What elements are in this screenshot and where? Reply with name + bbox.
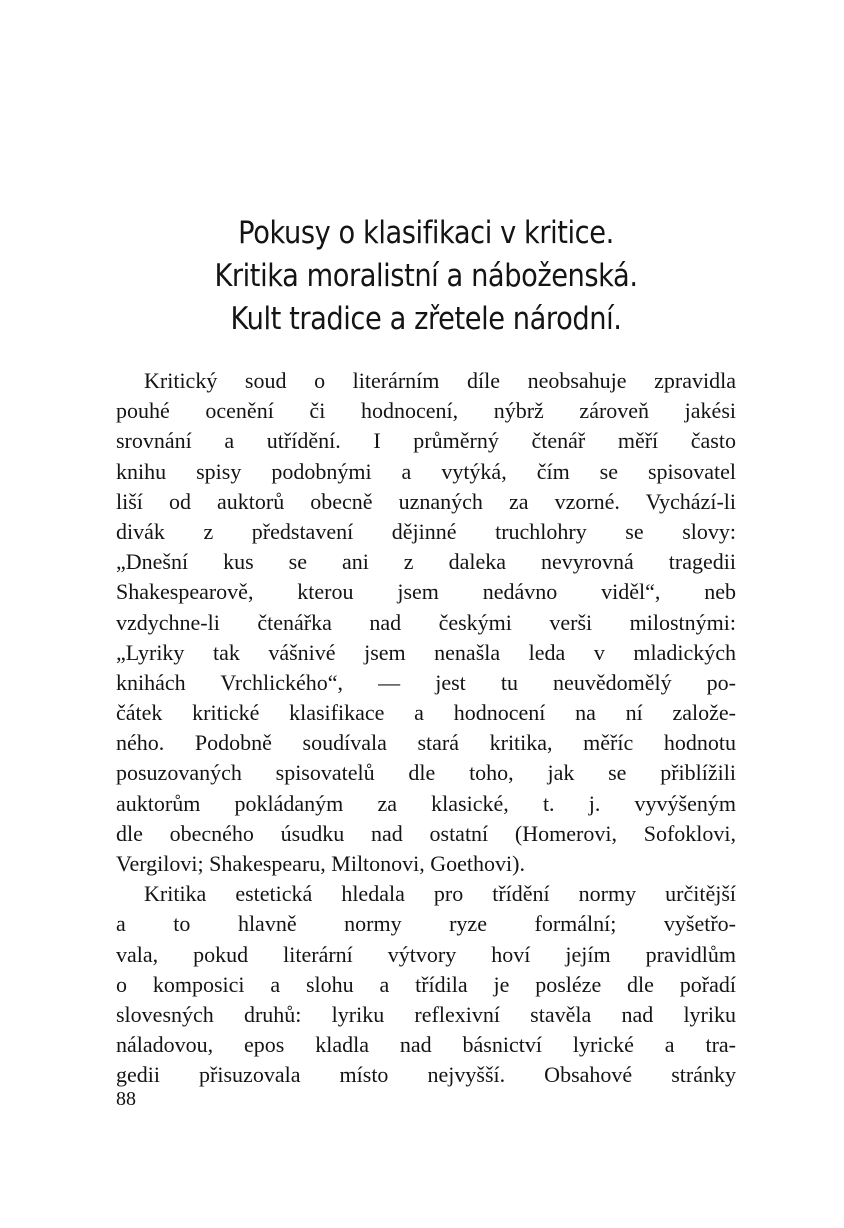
text-line: knihách Vrchlického“, — jest tu neuvědomělý po-: [116, 669, 736, 695]
text-line: Kritický soud o literárním díle neobsahuje zpravidla: [144, 368, 736, 393]
text-line-spaced-emphasis: a to hlavně normy ryze formální; vyšetřo-: [116, 911, 736, 937]
text-line: pouhé ocenění či hodnocení, nýbrž zároveň jakési: [116, 398, 736, 424]
text-line: gedii přisuzovala místo nejvyšší. Obsahové stránky: [116, 1062, 736, 1088]
text-line: vzdychne-li čtenářka nad českými verši milostnými:: [116, 609, 736, 635]
text-line: „Lyriky tak vášnivé jsem nenašla leda v mladických: [116, 639, 736, 665]
text-line: vala, pokud literární výtvory hoví jejím pravidlům: [116, 941, 736, 967]
chapter-heading: [153, 212, 699, 341]
text-line: dle obecného úsudku nad ostatní (Homerovi, Sofoklovi,: [116, 820, 736, 846]
text-line: náladovou, epos kladla nad básnictví lyrické a tra-: [116, 1032, 736, 1058]
text-line: Shakespearově, kterou jsem nedávno viděl“, neb: [116, 579, 736, 605]
text-line: posuzovaných spisovatelů dle toho, jak se přiblížili: [116, 760, 736, 786]
text-line: Kritika estetická hledala pro třídění normy určitější: [144, 881, 736, 907]
text-line: Vergilovi; Shakespearu, Miltonovi, Goethovi).: [116, 851, 525, 876]
paragraph-1: [116, 366, 736, 879]
page-number: 88: [116, 1088, 136, 1110]
text-line: divák z představení dějinné truchlohry se slovy:: [116, 518, 736, 544]
heading-line-2: Kritika moralistní a náboženská.: [214, 258, 638, 294]
text-line: ného. Podobně soudívala stará kritika, měříc hodnotu: [116, 730, 736, 756]
text-line: knihu spisy podobnými a vytýká, čím se spisovatel: [116, 458, 736, 484]
text-line: auktorům pokládaným za klasické, t. j. vyvýšeným: [116, 790, 736, 816]
heading-line-3: Kult tradice a zřetele národní.: [230, 301, 622, 337]
text-line: liší od auktorů obecně uznaných za vzorné. Vychází-li: [116, 488, 736, 514]
heading-line-1: Pokusy o klasifikaci v kritice.: [238, 215, 614, 251]
text-line: slovesných druhů: lyriku reflexivní stavěla nad lyriku: [116, 1001, 736, 1027]
text-line: „Dnešní kus se ani z daleka nevyrovná tragedii: [116, 549, 736, 575]
text-line: čátek kritické klasifikace a hodnocení na ní založe-: [116, 700, 736, 726]
text-line: o komposici a slohu a třídila je posléze dle pořadí: [116, 971, 736, 997]
text-line: srovnání a utřídění. I průměrný čtenář měří často: [116, 428, 736, 454]
paragraph-2: [116, 879, 736, 1090]
body-text: [116, 366, 736, 1091]
